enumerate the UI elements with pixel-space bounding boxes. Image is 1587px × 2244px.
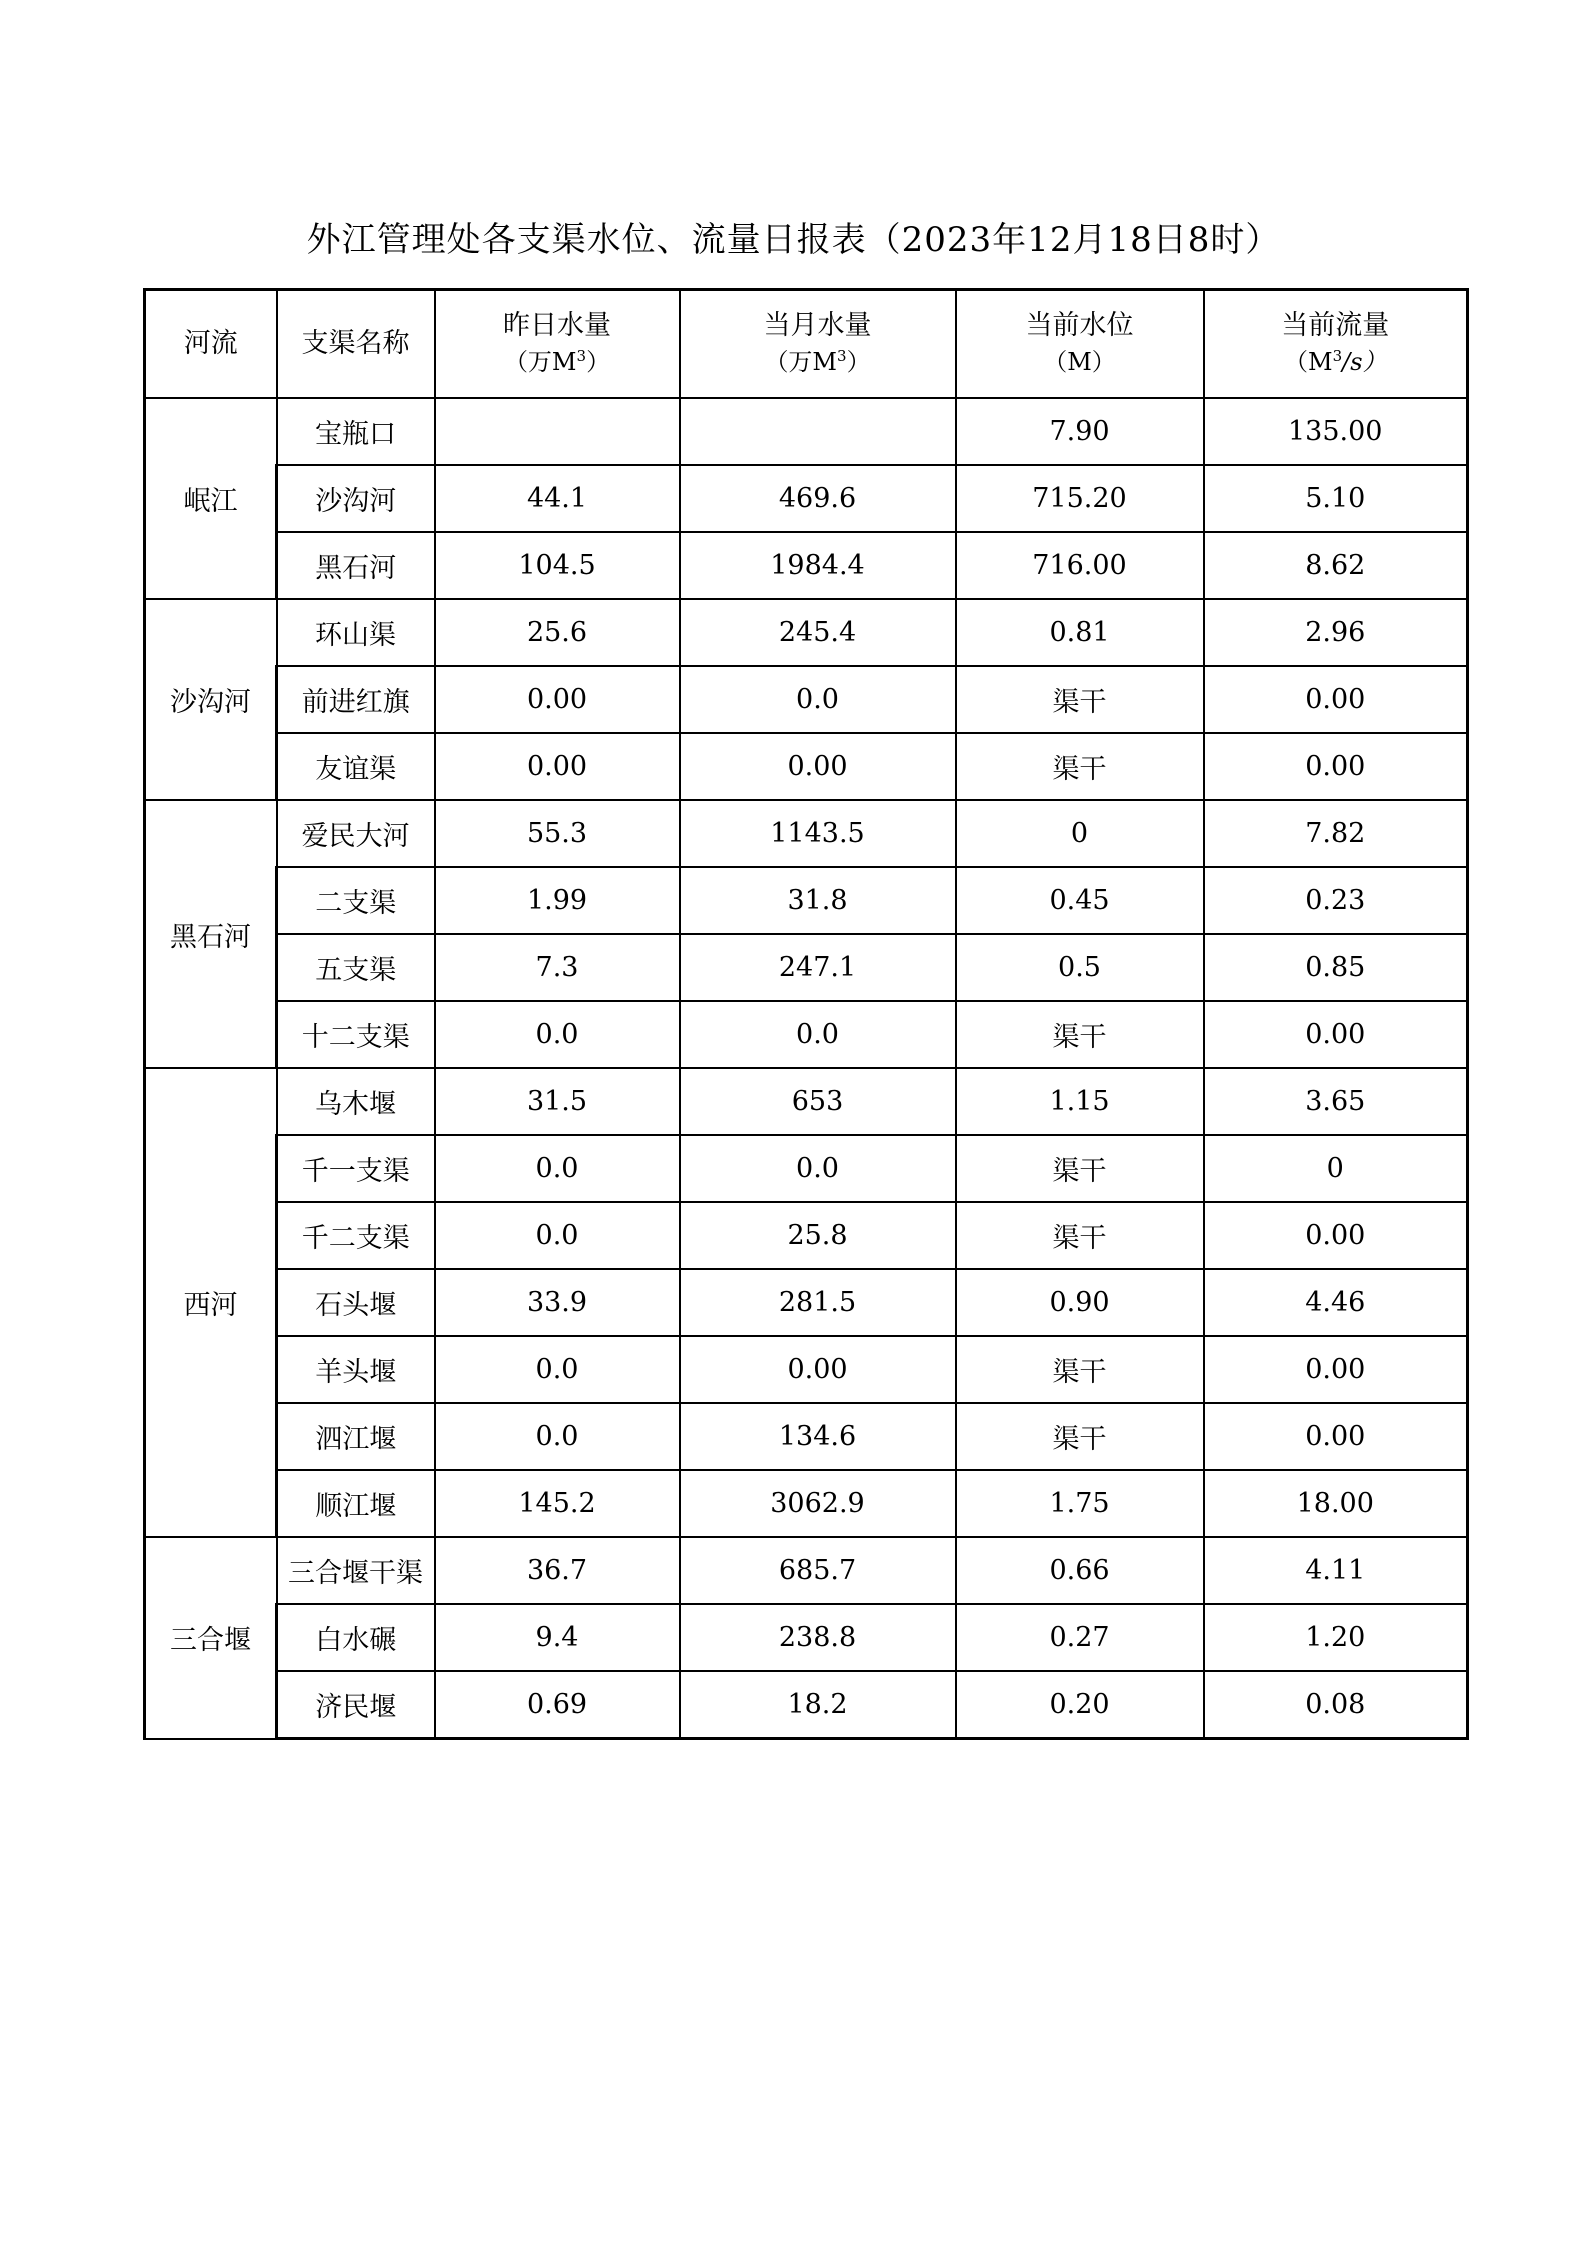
table-row xyxy=(145,1336,1468,1403)
channel-cell: 十二支渠 xyxy=(277,1001,435,1068)
header-channel: 支渠名称 xyxy=(277,290,435,399)
yesterday-cell: 0.0 xyxy=(435,1336,680,1403)
level-cell: 0.45 xyxy=(956,867,1204,934)
month-cell: 1143.5 xyxy=(680,800,956,867)
level-cell: 0 xyxy=(956,800,1204,867)
month-cell: 281.5 xyxy=(680,1269,956,1336)
month-cell: 1984.4 xyxy=(680,532,956,599)
header-level xyxy=(956,290,1204,399)
river-cell: 西河 xyxy=(145,1068,277,1537)
level-cell: 渠干 xyxy=(956,1001,1204,1068)
header-level-unit: （M） xyxy=(1043,348,1116,376)
level-cell: 0.27 xyxy=(956,1604,1204,1671)
flow-cell: 1.20 xyxy=(1204,1604,1468,1671)
table-row xyxy=(145,1269,1468,1336)
yesterday-cell: 55.3 xyxy=(435,800,680,867)
channel-cell: 二支渠 xyxy=(277,867,435,934)
water-report-table xyxy=(143,288,1469,1740)
month-cell: 653 xyxy=(680,1068,956,1135)
flow-cell: 2.96 xyxy=(1204,599,1468,666)
flow-cell: 0.00 xyxy=(1204,1001,1468,1068)
month-cell: 247.1 xyxy=(680,934,956,1001)
channel-cell: 乌木堰 xyxy=(277,1068,435,1135)
header-river: 河流 xyxy=(145,290,277,399)
header-yesterday xyxy=(435,290,680,399)
flow-cell: 135.00 xyxy=(1204,398,1468,465)
header-yesterday-title: 昨日水量 xyxy=(503,310,611,341)
flow-cell: 4.46 xyxy=(1204,1269,1468,1336)
table-row xyxy=(145,599,1468,666)
table-row xyxy=(145,666,1468,733)
table-row xyxy=(145,398,1468,465)
flow-cell: 0.00 xyxy=(1204,1336,1468,1403)
flow-cell: 18.00 xyxy=(1204,1470,1468,1537)
flow-cell: 0.00 xyxy=(1204,666,1468,733)
level-cell: 渠干 xyxy=(956,1403,1204,1470)
river-cell: 三合堰 xyxy=(145,1537,277,1739)
channel-cell: 白水碾 xyxy=(277,1604,435,1671)
table-row xyxy=(145,1671,1468,1739)
month-cell: 0.0 xyxy=(680,1001,956,1068)
yesterday-cell: 145.2 xyxy=(435,1470,680,1537)
table-row xyxy=(145,1202,1468,1269)
channel-cell: 三合堰干渠 xyxy=(277,1537,435,1604)
yesterday-cell: 0.0 xyxy=(435,1202,680,1269)
yesterday-cell: 104.5 xyxy=(435,532,680,599)
table-row xyxy=(145,867,1468,934)
header-month-unit: （万$M^3$） xyxy=(764,347,871,376)
flow-cell: 0 xyxy=(1204,1135,1468,1202)
month-cell: 238.8 xyxy=(680,1604,956,1671)
channel-cell: 千一支渠 xyxy=(277,1135,435,1202)
report-body xyxy=(145,398,1468,1739)
flow-cell: 5.10 xyxy=(1204,465,1468,532)
header-flow xyxy=(1204,290,1468,399)
table-row xyxy=(145,1604,1468,1671)
flow-cell: 0.00 xyxy=(1204,1202,1468,1269)
level-cell: 0.66 xyxy=(956,1537,1204,1604)
river-cell: 黑石河 xyxy=(145,800,277,1068)
month-cell: 25.8 xyxy=(680,1202,956,1269)
flow-cell: 0.23 xyxy=(1204,867,1468,934)
header-flow-unit: $(M^3/s)$ xyxy=(1283,347,1387,376)
yesterday-cell: 36.7 xyxy=(435,1537,680,1604)
yesterday-cell: 1.99 xyxy=(435,867,680,934)
flow-cell: 0.00 xyxy=(1204,1403,1468,1470)
month-cell: 3062.9 xyxy=(680,1470,956,1537)
level-cell: 渠干 xyxy=(956,666,1204,733)
channel-cell: 泗江堰 xyxy=(277,1403,435,1470)
yesterday-cell: 31.5 xyxy=(435,1068,680,1135)
month-cell: 18.2 xyxy=(680,1671,956,1739)
yesterday-cell: 0.69 xyxy=(435,1671,680,1739)
channel-cell: 济民堰 xyxy=(277,1671,435,1739)
header-month-title: 当月水量 xyxy=(763,310,872,341)
yesterday-cell: 44.1 xyxy=(435,465,680,532)
yesterday-cell: 7.3 xyxy=(435,934,680,1001)
level-cell: 渠干 xyxy=(956,1336,1204,1403)
level-cell: 7.90 xyxy=(956,398,1204,465)
header-yesterday-unit: （万$M^3$） xyxy=(503,347,611,376)
table-row xyxy=(145,733,1468,800)
header-month xyxy=(680,290,956,399)
flow-cell: 7.82 xyxy=(1204,800,1468,867)
month-cell xyxy=(680,398,956,465)
flow-cell: 3.65 xyxy=(1204,1068,1468,1135)
yesterday-cell: 25.6 xyxy=(435,599,680,666)
page-title: 外江管理处各支渠水位、流量日报表（2023年12月18日8时） xyxy=(306,220,1281,260)
river-cell: 岷江 xyxy=(145,398,277,599)
level-cell: 渠干 xyxy=(956,1202,1204,1269)
level-cell: 715.20 xyxy=(956,465,1204,532)
month-cell: 0.0 xyxy=(680,666,956,733)
level-cell: 0.81 xyxy=(956,599,1204,666)
level-cell: 0.90 xyxy=(956,1269,1204,1336)
channel-cell: 友谊渠 xyxy=(277,733,435,800)
channel-cell: 黑石河 xyxy=(277,532,435,599)
level-cell: 0.20 xyxy=(956,1671,1204,1739)
yesterday-cell xyxy=(435,398,680,465)
channel-cell: 石头堰 xyxy=(277,1269,435,1336)
month-cell: 245.4 xyxy=(680,599,956,666)
level-cell: 0.5 xyxy=(956,934,1204,1001)
channel-cell: 爱民大河 xyxy=(277,800,435,867)
table-row xyxy=(145,532,1468,599)
yesterday-cell: 9.4 xyxy=(435,1604,680,1671)
channel-cell: 宝瓶口 xyxy=(277,398,435,465)
month-cell: 685.7 xyxy=(680,1537,956,1604)
level-cell: 渠干 xyxy=(956,733,1204,800)
yesterday-cell: 0.00 xyxy=(435,666,680,733)
month-cell: 0.00 xyxy=(680,1336,956,1403)
channel-cell: 前进红旗 xyxy=(277,666,435,733)
river-cell: 沙沟河 xyxy=(145,599,277,800)
table-row xyxy=(145,1403,1468,1470)
yesterday-cell: 33.9 xyxy=(435,1269,680,1336)
month-cell: 0.00 xyxy=(680,733,956,800)
channel-cell: 千二支渠 xyxy=(277,1202,435,1269)
flow-cell: 8.62 xyxy=(1204,532,1468,599)
header-level-title: 当前水位 xyxy=(1025,310,1134,341)
channel-cell: 沙沟河 xyxy=(277,465,435,532)
month-cell: 31.8 xyxy=(680,867,956,934)
table-row xyxy=(145,800,1468,867)
channel-cell: 顺江堰 xyxy=(277,1470,435,1537)
month-cell: 134.6 xyxy=(680,1403,956,1470)
month-cell: 469.6 xyxy=(680,465,956,532)
table-row xyxy=(145,465,1468,532)
table-row xyxy=(145,1135,1468,1202)
channel-cell: 五支渠 xyxy=(277,934,435,1001)
flow-cell: 4.11 xyxy=(1204,1537,1468,1604)
yesterday-cell: 0.0 xyxy=(435,1135,680,1202)
flow-cell: 0.00 xyxy=(1204,733,1468,800)
yesterday-cell: 0.0 xyxy=(435,1001,680,1068)
flow-cell: 0.08 xyxy=(1204,1671,1468,1739)
channel-cell: 羊头堰 xyxy=(277,1336,435,1403)
table-row xyxy=(145,1068,1468,1135)
table-row xyxy=(145,934,1468,1001)
level-cell: 1.75 xyxy=(956,1470,1204,1537)
table-row xyxy=(145,1537,1468,1604)
level-cell: 1.15 xyxy=(956,1068,1204,1135)
header-flow-title: 当前流量 xyxy=(1281,310,1390,341)
channel-cell: 环山渠 xyxy=(277,599,435,666)
flow-cell: 0.85 xyxy=(1204,934,1468,1001)
header-row xyxy=(145,290,1468,399)
month-cell: 0.0 xyxy=(680,1135,956,1202)
table-row xyxy=(145,1470,1468,1537)
level-cell: 渠干 xyxy=(956,1135,1204,1202)
yesterday-cell: 0.00 xyxy=(435,733,680,800)
level-cell: 716.00 xyxy=(956,532,1204,599)
yesterday-cell: 0.0 xyxy=(435,1403,680,1470)
table-row xyxy=(145,1001,1468,1068)
